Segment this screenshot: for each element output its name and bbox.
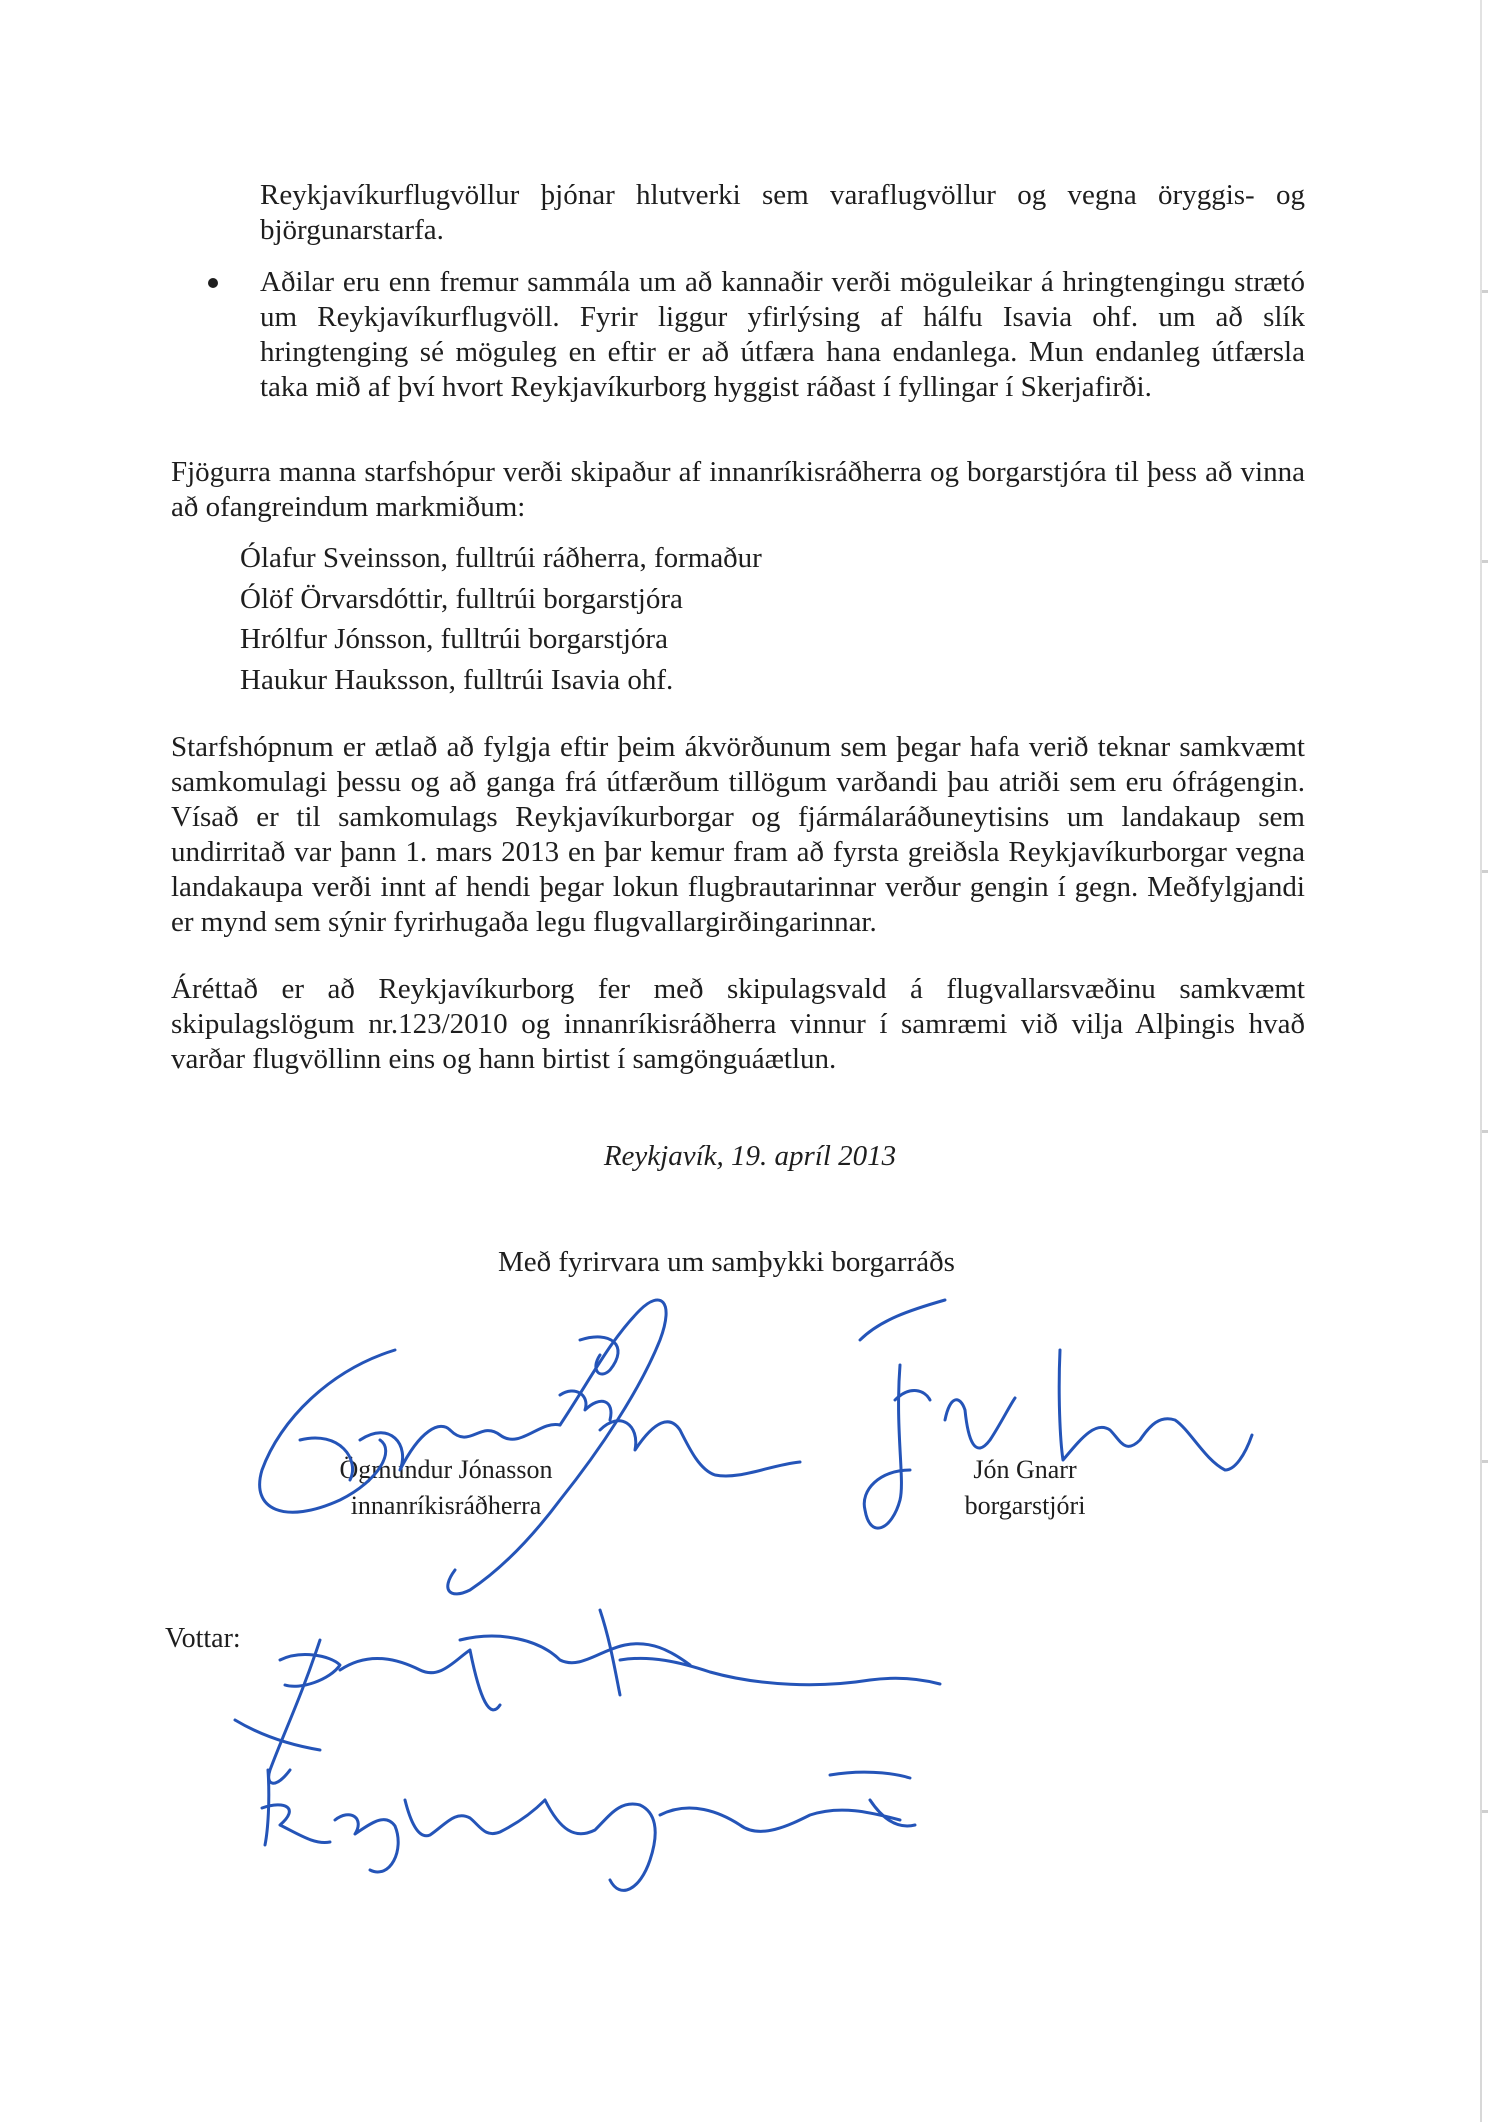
- scan-mark: [1482, 1130, 1488, 1133]
- working-group-paragraph: Fjögurra manna starfshópur verði skipaður af innanríkisráðherra og borgarstjóra til þess að vinna að ofangreindum markmiðum:: [171, 456, 1305, 523]
- task-paragraph: Starfshópnum er ætlað að fylgja eftir þeim ákvörðunum sem þegar hafa verið teknar samkvæmt samkomulagi þessu og að ganga frá útfærðum tillögum varðandi þau atriði sem eru ófrágengin. Vísað er til samkomulags Reykjavíkurborgar og fjármálaráðuneytisins um landakaup sem undirritað var þann 1. mars 2013 en þar kemur fram að fyrsta greiðsla Reykjavíkurborgar vegna landakaupa verði innt af hendi þegar lokun flugbrautarinnar verður gengin í gegn. Meðfylgjandi er mynd sem sýnir fyrirhugaða legu flugvallargirðingarinnar.: [171, 731, 1305, 938]
- reservation-note: Með fyrirvara um samþykki borgarráðs: [498, 1246, 955, 1278]
- signatory-title: innanríkisráðherra: [350, 1491, 542, 1520]
- note-paragraph: Áréttað er að Reykjavíkurborg fer með skipulagsvald á flugvallarsvæðinu samkvæmt skipulagslögum nr.123/2010 og innanríkisráðherra vinnur í samræmi við vilja Alþingis hvað varðar flugvöllinn eins og hann birtist í samgönguáætlun.: [171, 973, 1305, 1075]
- dateline: Reykjavík, 19. apríl 2013: [603, 1140, 897, 1172]
- signatory-block: [316, 1452, 576, 1524]
- member-item: Haukur Hauksson, fulltrúi Isavia ohf.: [240, 663, 674, 696]
- member-item: Ólafur Sveinsson, fulltrúi ráðherra, formaður: [240, 542, 762, 574]
- scan-mark: [1482, 1810, 1488, 1813]
- scan-mark: [1482, 560, 1488, 563]
- scan-mark: [1482, 290, 1488, 293]
- signature-witness-1: [235, 1610, 940, 1783]
- signatory-title: borgarstjóri: [964, 1491, 1086, 1520]
- intro-paragraph: Reykjavíkurflugvöllur þjónar hlutverki sem varaflugvöllur og vegna öryggis- og björgunarstarfa.: [260, 179, 1305, 246]
- witnesses-label: Vottar:: [165, 1623, 241, 1654]
- signatory-name: Jón Gnarr: [973, 1455, 1077, 1484]
- signature-ogmundur: [260, 1300, 800, 1594]
- bullet-icon: [208, 278, 218, 288]
- scan-mark: [1482, 1460, 1488, 1463]
- signatory-name: Ögmundur Jónasson: [339, 1455, 553, 1484]
- signature-witness-2: [262, 1770, 915, 1890]
- scan-mark: [1482, 870, 1488, 873]
- scan-edge: [1480, 0, 1482, 2122]
- member-item: Ólöf Örvarsdóttir, fulltrúi borgarstjóra: [240, 582, 683, 615]
- member-item: Hrólfur Jónsson, fulltrúi borgarstjóra: [240, 623, 668, 655]
- member-list: [240, 538, 762, 700]
- signatory-block: [945, 1452, 1105, 1524]
- bullet-paragraph: Aðilar eru enn fremur sammála um að kannaðir verði möguleikar á hringtengingu strætó um Reykjavíkurflugvöll. Fyrir liggur yfirlýsing af hálfu Isavia ohf. um að slík hringtenging sé möguleg en eftir er að útfæra hana endanlega. Mun endanleg útfærsla taka mið af því hvort Reykjavíkurborg hyggist ráðast í fyllingar í Skerjafirði.: [260, 266, 1305, 403]
